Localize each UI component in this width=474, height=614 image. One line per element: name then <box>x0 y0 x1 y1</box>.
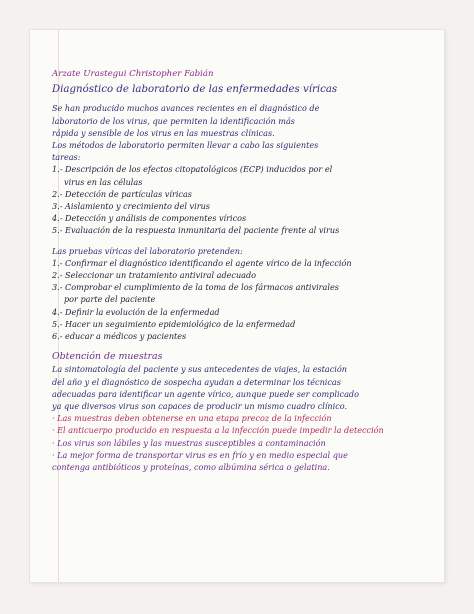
note-line: contenga antibióticos y proteínas, como albúmina sérica o gelatina. <box>52 462 330 473</box>
note-line: · Las muestras deben obtenerse en una etapa precoz de la infección <box>52 413 332 424</box>
paragraph-line: adecuadas para identificar un agente vírico, aunque puede ser complicado <box>52 388 359 399</box>
intro-line: tareas: <box>52 152 81 163</box>
samples-paragraph <box>52 363 432 412</box>
intro-line: rápida y sensible de los virus en las muestras clínicas. <box>52 127 275 138</box>
list-item: 5.- Hacer un seguimiento epidemiológico de la enfermedad <box>52 318 296 329</box>
note-line: · Los virus son lábiles y las muestras susceptibles a contaminación <box>52 437 326 448</box>
tasks-list <box>52 163 432 236</box>
paragraph-line: ya que diversos virus son capaces de producir un mismo cuadro clínico. <box>52 401 348 412</box>
paragraph-line: La sintomatología del paciente y sus antecedentes de viajes, la estación <box>52 364 347 375</box>
list-item: 2.- Seleccionar un tratamiento antiviral adecuado <box>52 270 257 281</box>
list-item: 4.- Detección y análisis de componentes víricos <box>52 213 247 224</box>
purposes-section <box>52 245 432 343</box>
intro-line: Se han producido muchos avances recientes en el diagnóstico de <box>52 103 320 114</box>
purposes-intro: Las pruebas víricas del laboratorio pretenden: <box>52 245 243 256</box>
intro-line: laboratorio de los virus, que permiten la identificación más <box>52 115 295 126</box>
section-heading: Obtención de muestras <box>52 351 163 363</box>
list-item: 2.- Detección de partículas víricas <box>52 188 192 199</box>
list-item: virus en las células <box>64 176 143 187</box>
author-name: Arzate Urastegui Christopher Fabián <box>52 69 214 79</box>
note-line: · El anticuerpo producido en respuesta a la infección puede impedir la detección <box>52 425 384 436</box>
handwritten-notes <box>52 68 432 473</box>
paragraph-line: del año y el diagnóstico de sospecha ayudan a determinar los técnicas <box>52 376 341 387</box>
intro-line: Los métodos de laboratorio permiten llevar a cabo las siguientes <box>52 140 319 151</box>
intro-paragraph <box>52 102 432 163</box>
list-item: 1.- Descripción de los efectos citopatológicos (ECP) inducidos por el <box>52 164 333 175</box>
samples-notes <box>52 412 432 473</box>
list-item: 5.- Evaluación de la respuesta inmunitaria del paciente frente al virus <box>52 225 340 236</box>
notebook-page <box>30 30 444 582</box>
note-line: · La mejor forma de transportar virus es en frío y en medio especial que <box>52 449 348 460</box>
list-item: 6.- educar a médicos y pacientes <box>52 331 187 342</box>
list-item: por parte del paciente <box>64 294 156 305</box>
list-item: 4.- Definir la evolución de la enfermedad <box>52 306 220 317</box>
list-item: 3.- Comprobar el cumplimiento de la toma de los fármacos antivirales <box>52 282 339 293</box>
list-item: 1.- Confirmar el diagnóstico identificando el agente vírico de la infección <box>52 257 352 268</box>
list-item: 3.- Aislamiento y crecimiento del virus <box>52 201 210 212</box>
page-title: Diagnóstico de laboratorio de las enfermedades víricas <box>52 84 338 96</box>
